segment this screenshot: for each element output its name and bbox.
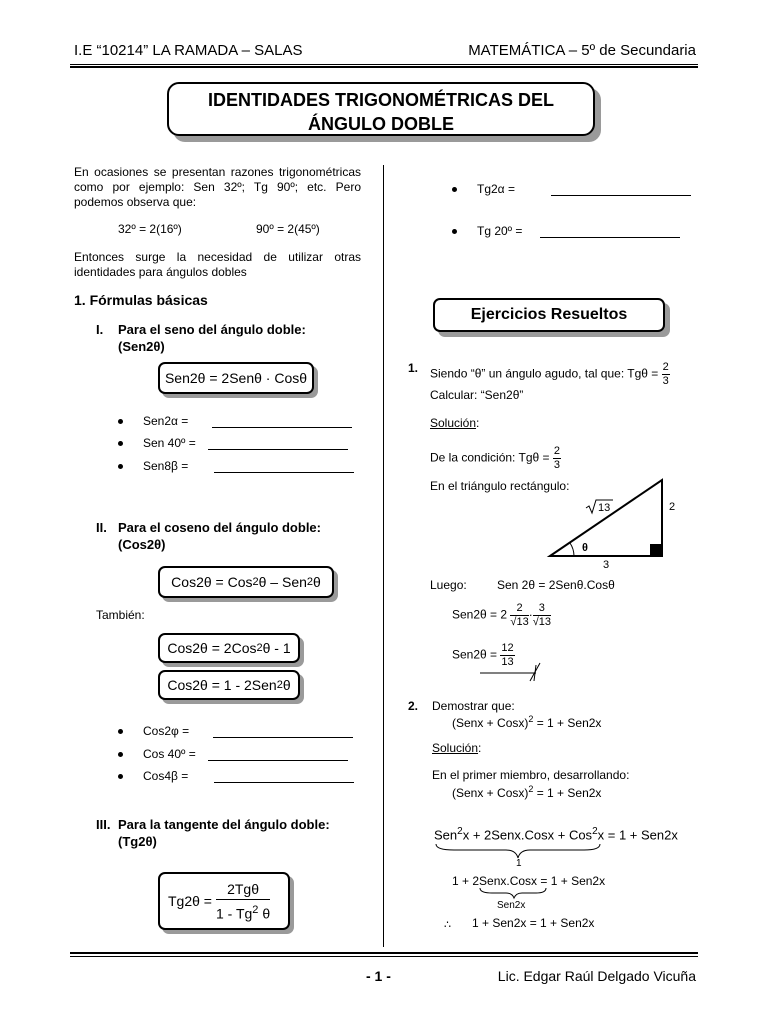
expansion-brace (434, 842, 614, 862)
formula-sen-double: Sen2θ = 2Senθ · Cosθ (158, 362, 314, 394)
subsection-label: I. (96, 322, 104, 337)
formula-cos-variant-2: Cos2θ = 1 - 2Sen 2 θ (158, 670, 300, 700)
subsection-heading-sen: Para el seno del ángulo doble: (Sen2θ) (118, 322, 306, 354)
solution-label: Solución: (430, 416, 480, 430)
exercise-2-statement: Demostrar que: (432, 699, 515, 713)
exercise-cos-3: Cos4β = (118, 769, 354, 783)
exercise-number: 2. (408, 699, 419, 713)
exercise-cos-1: Cos2φ = (118, 724, 353, 738)
exercise-sen-2: Sen 40º = (118, 436, 348, 450)
footer-rule (70, 956, 698, 957)
subsection-heading-cos: Para el coseno del ángulo doble: (Cos2θ) (118, 520, 321, 552)
exercise-sen-1: Sen2α = (118, 414, 352, 428)
subsection-heading-tg: Para la tangente del ángulo doble: (Tg2θ) (118, 817, 330, 849)
intro-paragraph-2: Entonces surge la necesidad de utilizar otras identidades para ángulos dobles (74, 250, 361, 279)
brace-value-sen2x: Sen2x (497, 900, 526, 911)
result-double-underline (478, 655, 548, 685)
triangle-shape (550, 480, 662, 556)
hypotenuse-label: 13 (598, 502, 611, 514)
exercise-1-result: Sen2θ = $\frac{12}{13}$ (452, 642, 514, 668)
formula-tg-double: Tg2θ = 2Tgθ 1 - Tg$^2$ θ (158, 872, 290, 930)
solved-exercises-title: Ejercicios Resueltos (433, 298, 665, 332)
page-title: IDENTIDADES TRIGONOMÉTRICAS DEL ÁNGULO DOBLE (167, 82, 595, 136)
exercise-2-identity-repeat: (Senx + Cosx)$^2$ = 1 + Sen2x (452, 784, 602, 800)
opposite-label: 2 (669, 501, 676, 513)
also-label: También: (96, 608, 145, 622)
exercise-tg-1: Tg2α = (452, 182, 691, 196)
intro-paragraph: En ocasiones se presentan razones trigonométricas como por ejemplo: Sen 32º; Tg 90º; etc. Pero podemos observa que: (74, 165, 361, 209)
right-triangle-diagram (540, 472, 690, 572)
exercise-1-calc: Calcular: “Sen2θ” (430, 388, 524, 402)
exercise-1-step-1: Sen2θ = 2 $\frac{2}{√13}$ · $\frac{3}{√13}$ (452, 602, 551, 628)
exercise-1-condition: De la condición: Tgθ = $\frac{2}{3}$ (430, 445, 560, 471)
exercise-sen-3: Sen8β = (118, 459, 354, 473)
footer-rule-thick (70, 952, 698, 954)
header-subject: MATEMÁTICA – 5º de Secundaria (468, 42, 696, 59)
column-divider (383, 165, 384, 947)
header-rule-thick (70, 66, 698, 68)
formula-cos-double: Cos2θ = Cos 2 θ – Sen 2 θ (158, 566, 334, 598)
exercise-tg-2: Tg 20º = (452, 224, 680, 238)
right-angle-marker (650, 544, 662, 556)
exercise-2-step-2: 1 + 2Senx.Cosx = 1 + Sen2x (452, 874, 606, 888)
exercise-2-identity: (Senx + Cosx)$^2$ = 1 + Sen2x (452, 714, 602, 730)
luego-label: Luego: (430, 578, 467, 592)
exercise-2-expansion: Sen$^2$x + 2Senx.Cosx + Cos$^2$x = 1 + Sen2x (434, 826, 678, 843)
formula-cos-variant-1: Cos2θ = 2Cos 2 θ - 1 (158, 633, 300, 663)
page-number: - 1 - (366, 968, 391, 984)
therefore-symbol: ∴ (444, 919, 451, 931)
step2-brace (478, 886, 548, 900)
intro-eq-1: 32º = 2(16º) (118, 222, 182, 236)
luego-equation: Sen 2θ = 2Senθ.Cosθ (497, 578, 615, 592)
solution-label: Solución: (432, 741, 482, 755)
intro-eq-2: 90º = 2(45º) (256, 222, 320, 236)
brace-value-one: 1 (516, 858, 522, 869)
header-rule (70, 64, 698, 65)
exercise-2-conclusion: 1 + Sen2x = 1 + Sen2x (472, 916, 595, 930)
subsection-label: III. (96, 817, 111, 832)
section-heading: 1. Fórmulas básicas (74, 292, 208, 308)
adjacent-label: 3 (603, 559, 610, 571)
author-name: Lic. Edgar Raúl Delgado Vicuña (497, 968, 696, 984)
angle-arc (570, 543, 574, 556)
exercise-1-statement: Siendo “θ” un ángulo agudo, tal que: Tgθ = $\frac{2}{3}$ (430, 361, 669, 387)
angle-label: θ (582, 542, 588, 554)
exercise-cos-2: Cos 40º = (118, 747, 348, 761)
exercise-2-develop: En el primer miembro, desarrollando: (432, 768, 630, 782)
exercise-number: 1. (408, 361, 419, 375)
header-institution: I.E “10214” LA RAMADA – SALAS (74, 42, 303, 59)
exercise-1-triangle-text: En el triángulo rectángulo: (430, 479, 570, 493)
subsection-label: II. (96, 520, 107, 535)
